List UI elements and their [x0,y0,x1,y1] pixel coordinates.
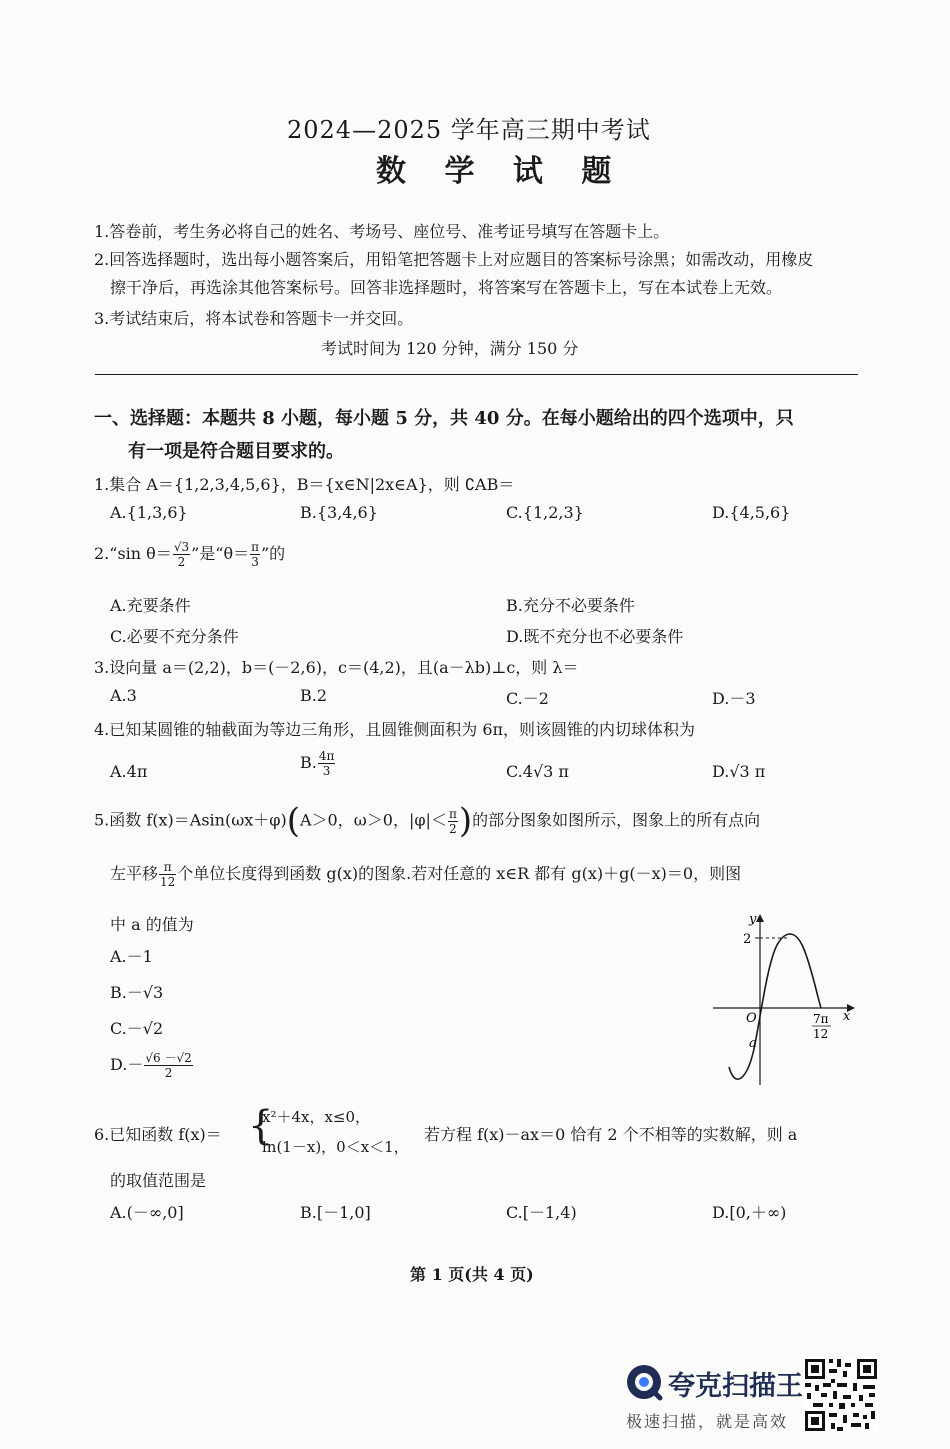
q4-option-a: A.4π [110,762,148,781]
q6-piece-1: x²＋4x，x≤0， [262,1108,371,1126]
max-value-label: 2 [743,932,752,947]
question-6-stem-a: 6.已知函数 f(x)＝ [94,1125,222,1144]
q1-option-a: A.{1,3,6} [110,503,188,522]
q5-option-a: A.－1 [110,947,153,966]
watermark-brand: 夸克扫描王 [668,1371,803,1402]
qr-code-icon [803,1357,879,1433]
q2-option-a: A.充要条件 [110,596,191,615]
instruction-3: 3.考试结束后，将本试卷和答题卡一并交回。 [94,309,414,328]
q6-option-c: C.[－1,4) [506,1203,577,1222]
q3-option-a: A.3 [110,686,137,705]
question-5-line3: 中 a 的值为 [110,915,194,934]
q3-option-c: C.－2 [506,689,549,708]
zero-numerator: 7π [813,1012,829,1026]
q5-option-c: C.－√2 [110,1019,164,1038]
question-2-stem: 2.“sin θ＝ $\frac{√3}{2}$ ”是“θ＝ $\frac{\pi}{3}$ ”的 [94,540,286,569]
q6-option-b: B.[－1,0] [300,1203,371,1222]
q5-sine-graph [705,905,865,1090]
a-label: a [749,1036,757,1051]
q1-option-d: D.{4,5,6} [712,503,791,522]
instruction-2-cont: 擦干净后，再选涂其他答案标号。回答非选择题时，将答案写在答题卡上，写在本试卷上无效。 [110,278,783,297]
q5-option-b: B.－√3 [110,983,164,1002]
question-1-stem: 1.集合 A＝{1,2,3,4,5,6}，B＝{x∈N|2x∈A}，则 ∁AB＝ [94,475,515,494]
q6-option-a: A.(－∞,0] [110,1203,184,1222]
question-5-stem: 5.函数 f(x)＝Asin(ωx＋φ)(A＞0，ω＞0，|φ|＜ $\frac{\pi}{2}$ )的部分图象如图所示，图象上的所有点向 [94,801,761,841]
question-6-stem-b: 若方程 f(x)－ax＝0 恰有 2 个不相等的实数解，则 a [424,1125,798,1144]
question-5-line2: 左平移 $\frac{\pi}{12}$ 个单位长度得到函数 g(x)的图象.若对任意的 x∈R 都有 g(x)＋g(－x)＝0，则图 [110,860,742,889]
question-3-stem: 3.设向量 a＝(2,2)，b＝(－2,6)，c＝(4,2)，且(a－λb)⊥c，则 λ＝ [94,658,579,677]
q1-option-c: C.{1,2,3} [506,503,584,522]
q4-option-d: D.√3 π [712,762,766,781]
instruction-2: 2.回答选择题时，选出每小题答案后，用铅笔把答题卡上对应题目的答案标号涂黑；如需改动，用橡皮 [94,250,814,269]
exam-time: 考试时间为 120 分钟，满分 150 分 [321,339,579,358]
y-axis-label: y [749,912,757,927]
section-heading: 一、选择题：本题共 8 小题，每小题 5 分，共 40 分。在每小题给出的四个选项中，只 [94,408,794,429]
q2-option-c: C.必要不充分条件 [110,627,239,646]
q5-option-d: D.－ $\frac{√6 -√2}{2}$ [110,1051,192,1080]
q2-option-b: B.充分不必要条件 [506,596,635,615]
exam-title: 2024—2025 学年高三期中考试 [287,116,651,144]
q3-option-b: B.2 [300,686,328,705]
q1-option-b: B.{3,4,6} [300,503,378,522]
watermark-slogan: 极速扫描，就是高效 [626,1412,789,1431]
y-axis-arrow [756,914,764,922]
q2-option-d: D.既不充分也不必要条件 [506,627,684,646]
x-axis-label: x [843,1009,851,1024]
q6-piece-2: ln(1－x)，0＜x＜1， [262,1138,409,1156]
question-4-stem: 4.已知某圆锥的轴截面为等边三角形，且圆锥侧面积为 6π，则该圆锥的内切球体积为 [94,720,696,739]
question-6-line2: 的取值范围是 [110,1171,207,1190]
instruction-1: 1.答卷前，考生务必将自己的姓名、考场号、座位号、准考证号填写在答题卡上。 [94,222,670,241]
subject-title: 数 学 试 题 [376,154,626,189]
q2-fraction-pi-3: $\frac{\pi}{3}$ [251,540,259,569]
q3-option-d: D.－3 [712,689,756,708]
header-divider [95,374,858,375]
q4-option-b: B. $\frac{4\pi}{3}$ [300,749,335,778]
q2-fraction-sqrt3-2: $\frac{√3}{2}$ [173,540,190,569]
q4-option-c: C.4√3 π [506,762,569,781]
page-number: 第 1 页(共 4 页) [410,1265,534,1284]
sine-curve [729,934,821,1079]
origin-label: O [746,1011,757,1026]
zero-denominator: 12 [813,1027,829,1041]
quark-logo-icon [624,1362,664,1402]
section-heading-cont: 有一项是符合题目要求的。 [128,441,344,462]
q6-option-d: D.[0,＋∞) [712,1203,787,1222]
piecewise-brace: { [248,1103,274,1149]
